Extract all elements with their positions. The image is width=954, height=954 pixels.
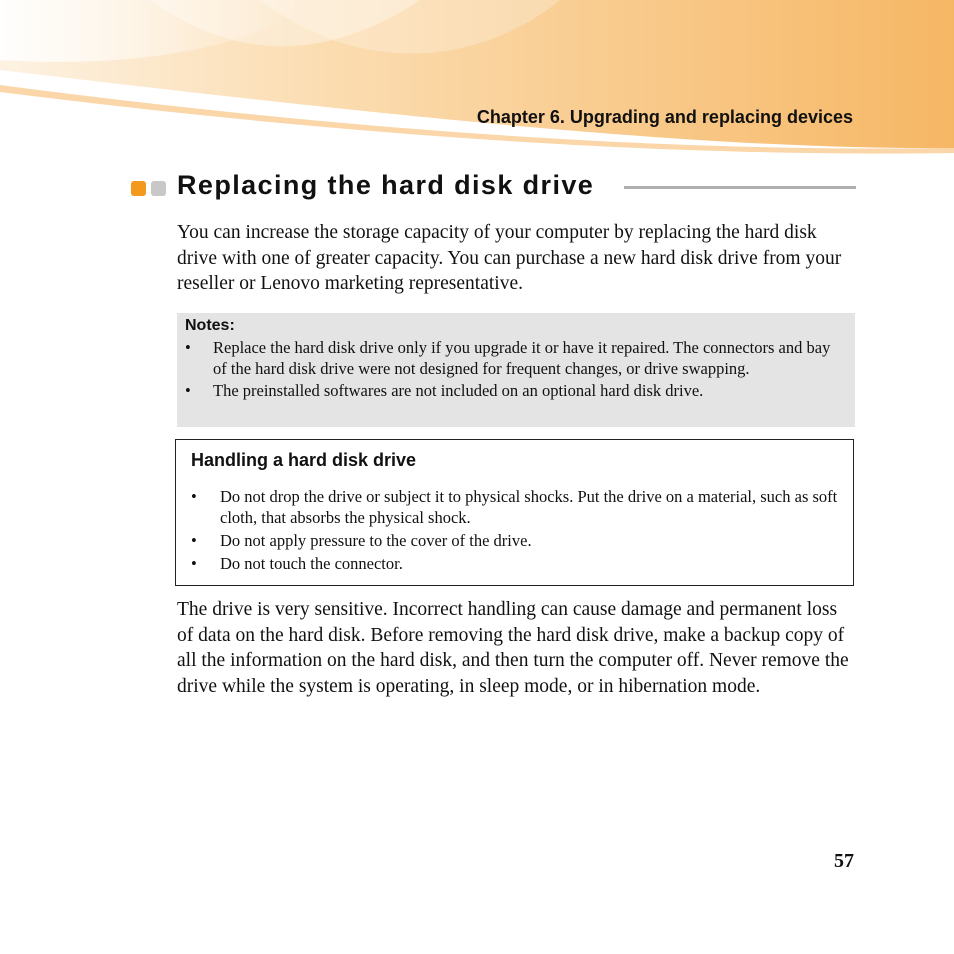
handling-list-item [176,486,841,528]
bullet-icon: • [191,554,197,573]
notes-item-text: Replace the hard disk drive only if you upgrade it or have it repaired. The connectors and bay of the hard disk drive were not designed for frequent changes, or drive swapping. [213,338,831,378]
gray-square-icon [151,181,166,196]
notes-box [177,313,855,427]
handling-item-text: Do not apply pressure to the cover of the drive. [220,531,532,550]
header-decorative-band [0,0,954,160]
notes-label: Notes: [185,317,235,334]
bullet-icon: • [191,531,197,550]
handling-item-text: Do not touch the connector. [220,554,403,573]
page-number: 57 [834,850,854,872]
handling-item-text: Do not drop the drive or subject it to physical shocks. Put the drive on a material, such as soft cloth, that absorbs the physical shock. [220,487,838,527]
handling-list [176,486,841,576]
section-title: Replacing the hard disk drive [177,170,595,200]
section-heading [131,170,856,206]
title-divider [624,186,856,189]
notes-list [177,337,847,402]
handling-list-item [176,530,841,551]
chapter-title: Chapter 6. Upgrading and replacing devices [476,107,853,127]
notes-list-item [177,380,847,401]
notes-list-item [177,337,847,379]
handling-title: Handling a hard disk drive [191,450,417,470]
intro-paragraph: You can increase the storage capacity of your computer by replacing the hard disk drive with one of greater capacity. You can purchase a new hard disk drive from your reseller or Lenovo marketing representative. [177,222,842,295]
bullet-icon: • [185,338,191,357]
handling-box [175,439,854,586]
closing-paragraph: The drive is very sensitive. Incorrect handling can cause damage and permanent loss of data on the hard disk. Before removing the hard disk drive, make a backup copy of all the information on the hard disk, and then turn the computer off. Never remove the drive while the system is operating, in sleep mode, or in hibernation mode. [177,599,849,697]
bullet-icon: • [185,381,191,400]
notes-item-text: The preinstalled softwares are not included on an optional hard disk drive. [213,381,704,400]
orange-square-icon [131,181,146,196]
bullet-icon: • [191,487,197,506]
handling-list-item [176,553,841,574]
